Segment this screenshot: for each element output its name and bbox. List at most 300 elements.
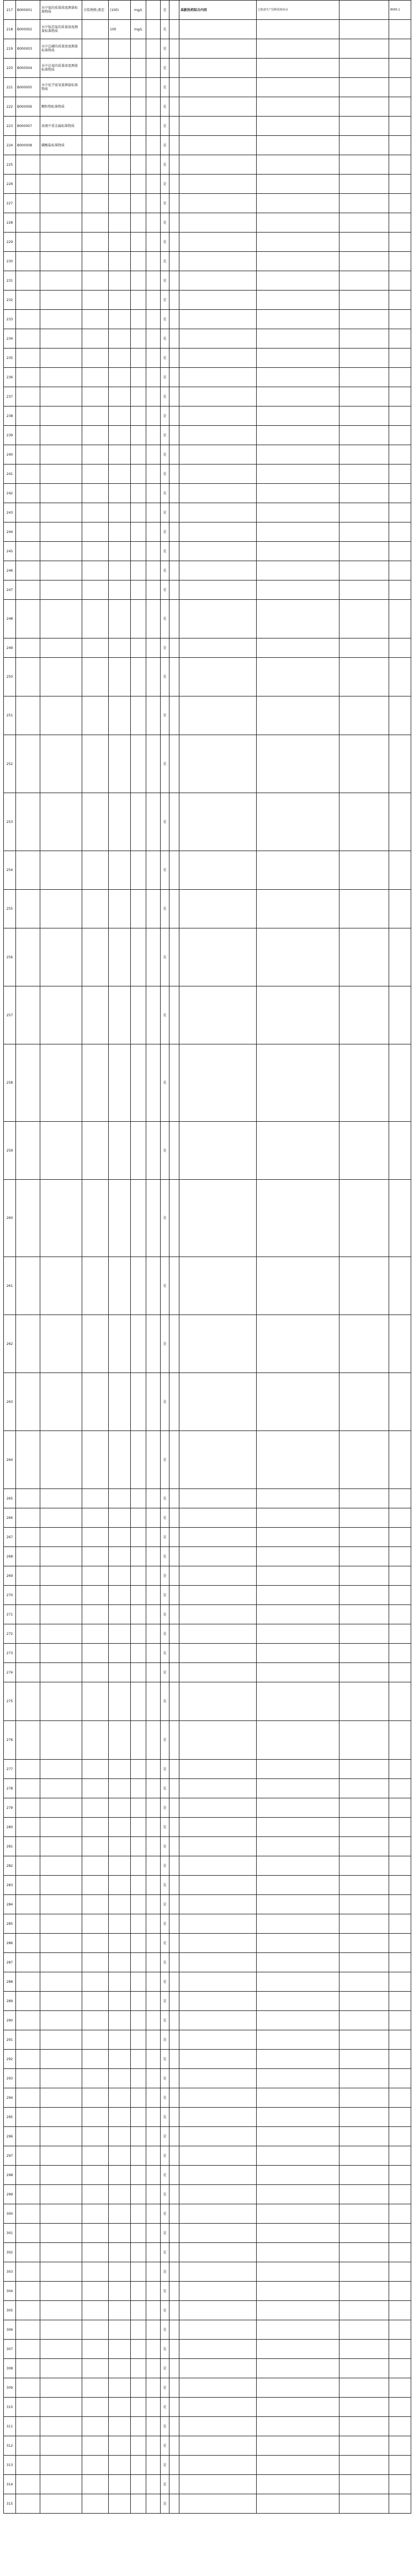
cell-code <box>16 1876 40 1895</box>
cell-price: 是 <box>161 2146 169 2166</box>
cell-price: 是 <box>161 464 169 484</box>
cell-tail <box>389 1972 411 1992</box>
cell-value <box>109 194 131 213</box>
table-row <box>4 1818 411 1837</box>
cell-value <box>109 1895 131 1914</box>
cell-name <box>40 1605 82 1624</box>
cell-unit <box>131 2146 146 2166</box>
cell-no: 286 <box>4 1934 16 1953</box>
cell-notes <box>169 2108 179 2127</box>
cell-ext <box>257 252 339 271</box>
cell-ext <box>257 117 339 136</box>
cell-code <box>16 2494 40 2514</box>
cell-uncert <box>146 407 161 426</box>
cell-tail <box>389 39 411 59</box>
cell-price: 是 <box>161 2340 169 2359</box>
cell-name <box>40 2398 82 2417</box>
cell-code <box>16 271 40 291</box>
cell-desc <box>339 407 389 426</box>
cell-notes <box>169 1798 179 1818</box>
cell-name <box>40 291 82 310</box>
cell-desc <box>339 213 389 233</box>
cell-unit <box>131 1779 146 1798</box>
cell-match <box>179 1779 257 1798</box>
cell-code <box>16 1856 40 1876</box>
cell-desc <box>339 2398 389 2417</box>
cell-tail <box>389 1992 411 2011</box>
cell-code <box>16 2359 40 2378</box>
cell-notes <box>169 194 179 213</box>
cell-uncert <box>146 1547 161 1566</box>
cell-code <box>16 310 40 329</box>
cell-price: 是 <box>161 194 169 213</box>
cell-tail <box>389 2301 411 2320</box>
cell-spec <box>82 2011 109 2030</box>
cell-code <box>16 2146 40 2166</box>
cell-ext <box>257 1798 339 1818</box>
table-row <box>4 986 411 1044</box>
cell-ext <box>257 928 339 986</box>
cell-name <box>40 2320 82 2340</box>
cell-no: 300 <box>4 2204 16 2224</box>
cell-value <box>109 1760 131 1779</box>
table-row <box>4 2050 411 2069</box>
cell-uncert <box>146 2359 161 2378</box>
cell-unit <box>131 638 146 658</box>
cell-no: 268 <box>4 1547 16 1566</box>
cell-name <box>40 542 82 561</box>
cell-code <box>16 233 40 252</box>
cell-no: 276 <box>4 1721 16 1760</box>
cell-value <box>109 1044 131 1122</box>
cell-name <box>40 986 82 1044</box>
cell-spec <box>82 310 109 329</box>
cell-uncert <box>146 1044 161 1122</box>
cell-tail <box>389 2456 411 2475</box>
cell-price: 是 <box>161 387 169 407</box>
cell-unit <box>131 155 146 175</box>
cell-tail <box>389 155 411 175</box>
cell-uncert <box>146 233 161 252</box>
table-row <box>4 1605 411 1624</box>
cell-uncert <box>146 1315 161 1373</box>
cell-match <box>179 484 257 503</box>
cell-value <box>109 1489 131 1508</box>
cell-spec <box>82 851 109 890</box>
cell-ext <box>257 291 339 310</box>
cell-value <box>109 1528 131 1547</box>
cell-price: 是 <box>161 2224 169 2243</box>
cell-no: 311 <box>4 2417 16 2436</box>
cell-tail <box>389 2088 411 2108</box>
cell-match <box>179 2301 257 2320</box>
cell-code: B000005 <box>16 78 40 97</box>
cell-notes <box>169 1856 179 1876</box>
cell-ext <box>257 2262 339 2282</box>
cell-ext <box>257 1566 339 1586</box>
cell-value <box>109 59 131 78</box>
cell-desc <box>339 696 389 735</box>
cell-price: 是 <box>161 1605 169 1624</box>
cell-tail <box>389 1663 411 1682</box>
cell-name <box>40 503 82 522</box>
cell-match <box>179 1934 257 1953</box>
cell-code <box>16 2340 40 2359</box>
cell-code <box>16 1663 40 1682</box>
cell-tail <box>389 213 411 233</box>
cell-notes <box>169 2224 179 2243</box>
cell-notes <box>169 1315 179 1373</box>
table-row <box>4 2494 411 2514</box>
cell-no: 304 <box>4 2282 16 2301</box>
table-row <box>4 1914 411 1934</box>
cell-desc <box>339 1547 389 1566</box>
cell-spec <box>82 1895 109 1914</box>
cell-uncert <box>146 600 161 638</box>
cell-notes <box>169 349 179 368</box>
cell-notes <box>169 1547 179 1566</box>
cell-notes <box>169 2436 179 2456</box>
cell-uncert <box>146 2417 161 2436</box>
cell-tail <box>389 464 411 484</box>
cell-no: 260 <box>4 1180 16 1257</box>
cell-no: 280 <box>4 1818 16 1837</box>
cell-ext <box>257 1895 339 1914</box>
cell-notes <box>169 464 179 484</box>
cell-unit <box>131 310 146 329</box>
cell-uncert <box>146 2050 161 2069</box>
cell-unit <box>131 2320 146 2340</box>
cell-code <box>16 2475 40 2494</box>
table-row <box>4 213 411 233</box>
cell-code <box>16 2320 40 2340</box>
cell-notes <box>169 1566 179 1586</box>
cell-no: 241 <box>4 464 16 484</box>
cell-match <box>179 1373 257 1431</box>
cell-code <box>16 2417 40 2436</box>
cell-tail <box>389 600 411 638</box>
cell-value <box>109 464 131 484</box>
cell-unit <box>131 1644 146 1663</box>
cell-spec <box>82 407 109 426</box>
cell-desc <box>339 1876 389 1895</box>
cell-value <box>109 2224 131 2243</box>
cell-price: 是 <box>161 793 169 851</box>
cell-match <box>179 252 257 271</box>
table-row <box>4 503 411 522</box>
cell-tail <box>389 175 411 194</box>
cell-tail <box>389 1586 411 1605</box>
cell-match <box>179 291 257 310</box>
cell-tail <box>389 2050 411 2069</box>
cell-value <box>109 1624 131 1644</box>
cell-value <box>109 310 131 329</box>
table-row <box>4 1856 411 1876</box>
cell-match <box>179 1508 257 1528</box>
cell-name <box>40 175 82 194</box>
cell-spec <box>82 1586 109 1605</box>
cell-match <box>179 2011 257 2030</box>
cell-tail <box>389 1044 411 1122</box>
cell-match <box>179 2224 257 2243</box>
table-row <box>4 271 411 291</box>
cell-ext <box>257 1257 339 1315</box>
cell-ext <box>257 2475 339 2494</box>
table-row <box>4 2436 411 2456</box>
cell-ext <box>257 696 339 735</box>
cell-unit <box>131 2340 146 2359</box>
cell-price: 是 <box>161 2185 169 2204</box>
cell-price: 是 <box>161 97 169 117</box>
cell-desc <box>339 2436 389 2456</box>
cell-name <box>40 1914 82 1934</box>
cell-ext <box>257 2146 339 2166</box>
cell-tail <box>389 349 411 368</box>
cell-code <box>16 1489 40 1508</box>
cell-match <box>179 986 257 1044</box>
cell-desc <box>339 1624 389 1644</box>
cell-spec <box>82 464 109 484</box>
cell-desc <box>339 2088 389 2108</box>
cell-unit <box>131 1586 146 1605</box>
table-row <box>4 2320 411 2340</box>
cell-code <box>16 1586 40 1605</box>
cell-price: 是 <box>161 291 169 310</box>
cell-uncert <box>146 368 161 387</box>
cell-spec <box>82 2069 109 2088</box>
cell-uncert <box>146 1180 161 1257</box>
cell-ext <box>257 2417 339 2436</box>
cell-tail <box>389 2108 411 2127</box>
cell-spec <box>82 2050 109 2069</box>
table-row <box>4 1489 411 1508</box>
cell-match <box>179 2417 257 2436</box>
cell-name <box>40 600 82 638</box>
cell-uncert <box>146 252 161 271</box>
cell-desc <box>339 1431 389 1489</box>
cell-price: 是 <box>161 1721 169 1760</box>
cell-price: 是 <box>161 1566 169 1586</box>
cell-unit <box>131 2030 146 2050</box>
cell-unit <box>131 2262 146 2282</box>
cell-tail <box>389 1914 411 1934</box>
cell-match <box>179 2166 257 2185</box>
cell-code <box>16 1605 40 1624</box>
cell-match <box>179 2282 257 2301</box>
cell-unit <box>131 2456 146 2475</box>
cell-price: 是 <box>161 1489 169 1508</box>
cell-tail <box>389 2475 411 2494</box>
cell-price: 是 <box>161 696 169 735</box>
cell-name <box>40 1953 82 1972</box>
cell-value <box>109 1508 131 1528</box>
cell-code <box>16 2011 40 2030</box>
cell-tail <box>389 580 411 600</box>
cell-match <box>179 2069 257 2088</box>
cell-uncert <box>146 2378 161 2398</box>
cell-unit <box>131 2011 146 2030</box>
cell-no: 264 <box>4 1431 16 1489</box>
cell-notes <box>169 2320 179 2340</box>
cell-ext <box>257 213 339 233</box>
table-row <box>4 542 411 561</box>
cell-unit <box>131 426 146 445</box>
cell-price: 是 <box>161 2069 169 2088</box>
cell-price: 是 <box>161 213 169 233</box>
cell-spec <box>82 2088 109 2108</box>
cell-uncert <box>146 580 161 600</box>
cell-match <box>179 1624 257 1644</box>
cell-code <box>16 2436 40 2456</box>
cell-uncert <box>146 793 161 851</box>
cell-price: 是 <box>161 2301 169 2320</box>
cell-notes <box>169 20 179 39</box>
cell-price: 是 <box>161 1953 169 1972</box>
cell-desc <box>339 1180 389 1257</box>
cell-price: 是 <box>161 1760 169 1779</box>
cell-uncert <box>146 2494 161 2514</box>
cell-spec <box>82 658 109 696</box>
cell-match <box>179 97 257 117</box>
cell-code <box>16 890 40 928</box>
cell-tail <box>389 928 411 986</box>
cell-name <box>40 1547 82 1566</box>
cell-price: 是 <box>161 2359 169 2378</box>
cell-uncert <box>146 1663 161 1682</box>
cell-desc <box>339 1682 389 1721</box>
cell-uncert <box>146 890 161 928</box>
cell-spec <box>82 522 109 542</box>
cell-uncert <box>146 2436 161 2456</box>
cell-price: 是 <box>161 2475 169 2494</box>
cell-uncert <box>146 1257 161 1315</box>
cell-name <box>40 1508 82 1528</box>
cell-match <box>179 696 257 735</box>
cell-no: 302 <box>4 2243 16 2262</box>
table-row <box>4 175 411 194</box>
cell-no: 303 <box>4 2262 16 2282</box>
cell-uncert <box>146 542 161 561</box>
cell-spec <box>82 2204 109 2224</box>
cell-value <box>109 39 131 59</box>
cell-name <box>40 2301 82 2320</box>
cell-match <box>179 1856 257 1876</box>
cell-unit <box>131 252 146 271</box>
table-row <box>4 2108 411 2127</box>
cell-notes <box>169 368 179 387</box>
cell-match <box>179 136 257 155</box>
cell-notes <box>169 1992 179 2011</box>
cell-notes <box>169 986 179 1044</box>
cell-value <box>109 78 131 97</box>
cell-match <box>179 2243 257 2262</box>
cell-name <box>40 2108 82 2127</box>
cell-notes <box>169 213 179 233</box>
cell-notes <box>169 1431 179 1489</box>
cell-unit <box>131 2166 146 2185</box>
cell-value <box>109 2282 131 2301</box>
cell-unit <box>131 1682 146 1721</box>
table-row <box>4 2243 411 2262</box>
cell-tail <box>389 2340 411 2359</box>
cell-tail <box>389 2243 411 2262</box>
cell-no: 273 <box>4 1644 16 1663</box>
cell-desc <box>339 387 389 407</box>
cell-code <box>16 2243 40 2262</box>
cell-spec <box>82 20 109 39</box>
cell-no: 296 <box>4 2127 16 2146</box>
cell-spec <box>82 696 109 735</box>
cell-ext <box>257 986 339 1044</box>
cell-value <box>109 2166 131 2185</box>
cell-desc <box>339 78 389 97</box>
cell-uncert <box>146 349 161 368</box>
cell-spec <box>82 387 109 407</box>
table-row <box>4 1992 411 2011</box>
cell-value <box>109 368 131 387</box>
cell-uncert <box>146 735 161 793</box>
cell-code <box>16 1431 40 1489</box>
cell-match <box>179 2320 257 2340</box>
cell-spec <box>82 2417 109 2436</box>
cell-tail <box>389 310 411 329</box>
cell-tail <box>389 233 411 252</box>
cell-ext <box>257 2127 339 2146</box>
cell-uncert <box>146 2108 161 2127</box>
cell-name <box>40 2340 82 2359</box>
cell-no: 275 <box>4 1682 16 1721</box>
table-row <box>4 349 411 368</box>
cell-desc <box>339 1644 389 1663</box>
cell-tail <box>389 658 411 696</box>
cell-tail <box>389 2262 411 2282</box>
cell-tail <box>389 1605 411 1624</box>
cell-no: 291 <box>4 2030 16 2050</box>
cell-spec <box>82 1547 109 1566</box>
cell-value <box>109 2494 131 2514</box>
cell-match <box>179 1682 257 1721</box>
cell-desc <box>339 2417 389 2436</box>
cell-tail <box>389 1431 411 1489</box>
cell-notes <box>169 890 179 928</box>
cell-spec <box>82 928 109 986</box>
cell-code <box>16 2456 40 2475</box>
cell-price: 是 <box>161 638 169 658</box>
cell-match <box>179 233 257 252</box>
table-row <box>4 580 411 600</box>
cell-price: 是 <box>161 1682 169 1721</box>
table-row <box>4 1 411 20</box>
cell-tail <box>389 1837 411 1856</box>
cell-value <box>109 1605 131 1624</box>
cell-name <box>40 213 82 233</box>
data-sheet <box>3 0 411 2576</box>
cell-ext <box>257 2166 339 2185</box>
table-row <box>4 78 411 97</box>
cell-name <box>40 1721 82 1760</box>
cell-spec <box>82 735 109 793</box>
cell-code <box>16 464 40 484</box>
cell-value <box>109 136 131 155</box>
cell-ext <box>257 2398 339 2417</box>
cell-ext <box>257 2243 339 2262</box>
cell-name <box>40 1798 82 1818</box>
cell-desc <box>339 2146 389 2166</box>
cell-unit <box>131 407 146 426</box>
cell-tail <box>389 1934 411 1953</box>
cell-value <box>109 2146 131 2166</box>
cell-code <box>16 2378 40 2398</box>
